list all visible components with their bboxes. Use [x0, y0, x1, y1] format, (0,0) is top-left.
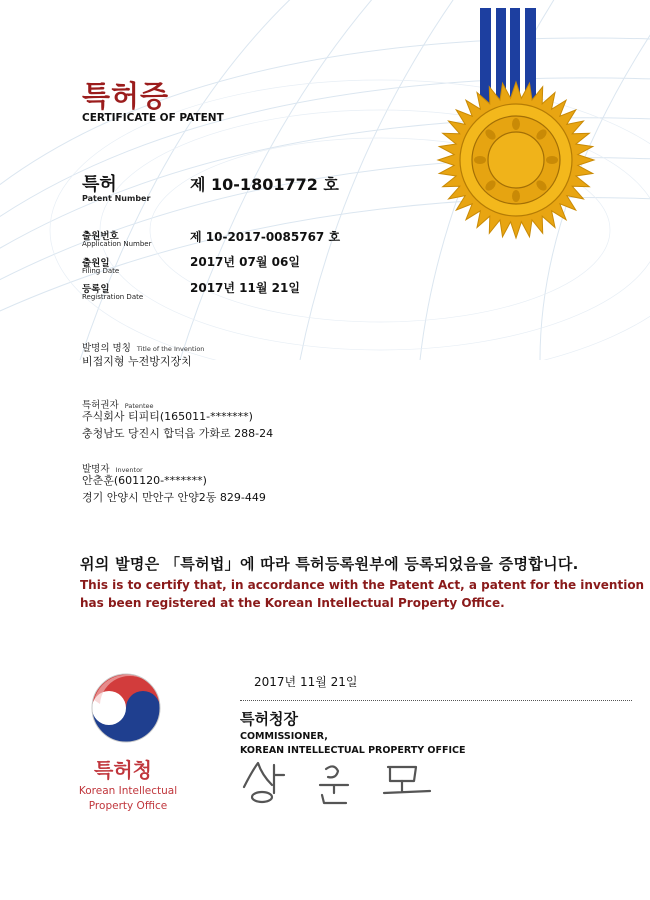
office-name-english-line-2: Property Office	[88, 800, 168, 812]
commissioner-title-english	[240, 730, 465, 758]
registration-date-value: 2017년 11월 21일	[190, 281, 300, 295]
patent-number-value: 제 10-1801772 호	[190, 175, 339, 194]
commissioner-title-english-line-2: KOREAN INTELLECTUAL PROPERTY OFFICE	[240, 745, 466, 756]
commissioner-title-english-line-1: COMMISSIONER,	[240, 731, 328, 742]
certification-statement-english	[80, 576, 644, 612]
patentee-label: 특허권자 Patentee	[82, 400, 154, 411]
inventor-name: 안춘훈(601120-*******)	[82, 474, 207, 487]
application-number-label: 출원번호	[82, 231, 119, 242]
application-number-label-english: Application Number	[82, 240, 152, 248]
certificate-title-english: CERTIFICATE OF PATENT	[82, 112, 224, 124]
patent-number-label: 특허	[82, 174, 117, 195]
patent-number-label-english: Patent Number	[82, 194, 151, 203]
application-number-value: 제 10-2017-0085767 호	[190, 230, 341, 244]
inventor-address: 경기 안양시 만안구 안양2동 829-449	[82, 491, 266, 504]
filing-date-label-english: Filing Date	[82, 267, 120, 275]
office-name-english-line-1: Korean Intellectual	[78, 785, 178, 797]
commissioner-signature	[238, 757, 448, 807]
certification-statement-korean: 위의 발명은 「특허법」에 따라 특허등록원부에 등록되었음을 증명합니다.	[80, 555, 579, 573]
invention-title-value: 비접지형 누전방지장치	[82, 355, 192, 368]
patentee-address: 충청남도 당진시 합덕읍 가화로 288-24	[82, 427, 274, 440]
office-name-korean: 특허청	[94, 758, 152, 782]
issue-date: 2017년 11월 21일	[254, 675, 358, 689]
registration-date-label-english: Registration Date	[82, 293, 144, 301]
taegeuk-logo-icon	[88, 670, 164, 746]
invention-title-label: 발명의 명칭 Title of the Invention	[82, 343, 205, 354]
gold-seal-icon	[432, 80, 600, 240]
inventor-label: 발명자 Inventor	[82, 464, 143, 475]
office-name-english	[68, 784, 188, 814]
certificate-title-korean: 특허증	[82, 79, 170, 113]
patentee-name: 주식회사 티피티(165011-*******)	[82, 410, 253, 423]
certification-english-line-1: This is to certify that, in accordance with the Patent Act, a patent for the invention	[80, 578, 645, 592]
filing-date-value: 2017년 07월 06일	[190, 255, 300, 269]
registration-date-label: 등록일	[82, 284, 110, 295]
certification-english-line-2: has been registered at the Korean Intellectual Property Office.	[80, 596, 505, 610]
filing-date-label: 출원일	[82, 258, 110, 269]
commissioner-title-korean: 특허청장	[240, 710, 298, 728]
commissioner-divider	[240, 700, 632, 701]
